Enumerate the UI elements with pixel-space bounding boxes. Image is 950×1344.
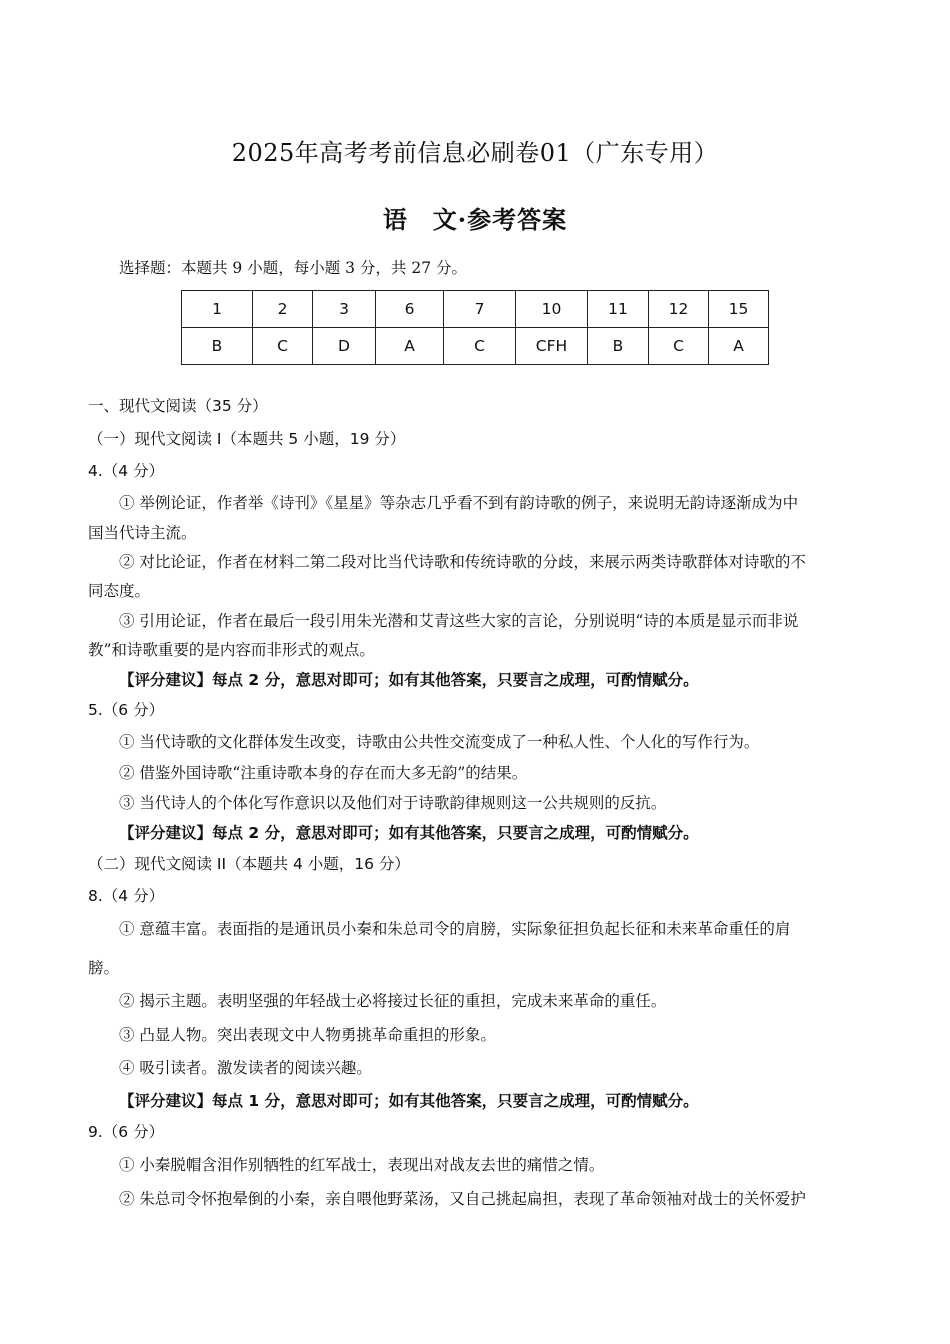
answer-point: ① 举例论证，作者举《诗刊》《星星》等杂志几乎看不到有韵诗歌的例子，来说明无韵诗逐渐成为中: [119, 494, 799, 512]
question-number-cell: 2: [253, 291, 313, 328]
question-number-cell: 1: [182, 291, 253, 328]
question-head: 8.（4 分）: [88, 887, 165, 905]
question-head: 5.（6 分）: [88, 701, 165, 719]
answer-cell: C: [444, 328, 516, 365]
answer-point: ② 借鉴外国诗歌“注重诗歌本身的存在而大多无韵”的结果。: [119, 764, 528, 782]
answer-point: ① 意蕴丰富。表面指的是通讯员小秦和朱总司令的肩膀，实际象征担负起长征和未来革命重任的肩: [119, 920, 791, 938]
part-heading: （一）现代文阅读 I（本题共 5 小题，19 分）: [88, 430, 406, 448]
answer-cell: CFH: [516, 328, 588, 365]
question-number-cell: 3: [313, 291, 376, 328]
answer-row: [182, 328, 769, 365]
question-head: 9.（6 分）: [88, 1123, 165, 1141]
page-title: 2025年高考考前信息必刷卷01（广东专用）: [231, 139, 719, 167]
question-number-cell: 12: [649, 291, 709, 328]
answer-point: ② 对比论证，作者在材料二第二段对比当代诗歌和传统诗歌的分歧，来展示两类诗歌群体对诗歌的不: [119, 553, 806, 571]
answer-point-continued: 国当代诗主流。: [88, 524, 197, 542]
question-number-row: [182, 291, 769, 328]
answer-cell: A: [709, 328, 769, 365]
answer-point: ① 小秦脱帽含泪作别牺牲的红军战士，表现出对战友去世的痛惜之情。: [119, 1156, 605, 1174]
answer-cell: B: [588, 328, 649, 365]
scoring-advice: 【评分建议】每点 2 分，意思对即可；如有其他答案，只要言之成理，可酌情赋分。: [119, 824, 699, 842]
answer-point-continued: 膀。: [88, 959, 120, 977]
page-subtitle: 语 文·参考答案: [382, 205, 568, 234]
answer-point: ② 朱总司令怀抱晕倒的小秦，亲自喂他野菜汤，又自己挑起扁担，表现了革命领袖对战士的关怀爱护: [119, 1190, 806, 1208]
answer-point: ③ 当代诗人的个体化写作意识以及他们对于诗歌韵律规则这一公共规则的反抗。: [119, 794, 667, 812]
answer-point: ③ 引用论证，作者在最后一段引用朱光潜和艾青这些大家的言论，分别说明“诗的本质是显示而非说: [119, 612, 799, 630]
answer-point: ① 当代诗歌的文化群体发生改变，诗歌由公共性交流变成了一种私人性、个人化的写作行为。: [119, 733, 760, 751]
answer-cell: D: [313, 328, 376, 365]
answer-point-continued: 教”和诗歌重要的是内容而非形式的观点。: [88, 641, 375, 659]
question-number-cell: 10: [516, 291, 588, 328]
question-head: 4.（4 分）: [88, 462, 165, 480]
section-heading: 一、现代文阅读（35 分）: [88, 397, 268, 415]
choice-answer-table: [181, 290, 769, 365]
part-heading: （二）现代文阅读 II（本题共 4 小题，16 分）: [88, 855, 410, 873]
answer-point: ② 揭示主题。表明坚强的年轻战士必将接过长征的重担，完成未来革命的重任。: [119, 992, 667, 1010]
answer-cell: C: [253, 328, 313, 365]
answer-point-continued: 同态度。: [88, 582, 151, 600]
answer-cell: C: [649, 328, 709, 365]
answer-cell: A: [376, 328, 444, 365]
scoring-advice: 【评分建议】每点 2 分，意思对即可；如有其他答案，只要言之成理，可酌情赋分。: [119, 671, 699, 689]
answer-point: ④ 吸引读者。激发读者的阅读兴趣。: [119, 1059, 372, 1077]
answer-point: ③ 凸显人物。突出表现文中人物勇挑革命重担的形象。: [119, 1026, 496, 1044]
answer-cell: B: [182, 328, 253, 365]
choice-intro: 选择题：本题共 9 小题，每小题 3 分，共 27 分。: [119, 259, 468, 277]
question-number-cell: 7: [444, 291, 516, 328]
question-number-cell: 6: [376, 291, 444, 328]
question-number-cell: 15: [709, 291, 769, 328]
scoring-advice: 【评分建议】每点 1 分，意思对即可；如有其他答案，只要言之成理，可酌情赋分。: [119, 1092, 699, 1110]
question-number-cell: 11: [588, 291, 649, 328]
